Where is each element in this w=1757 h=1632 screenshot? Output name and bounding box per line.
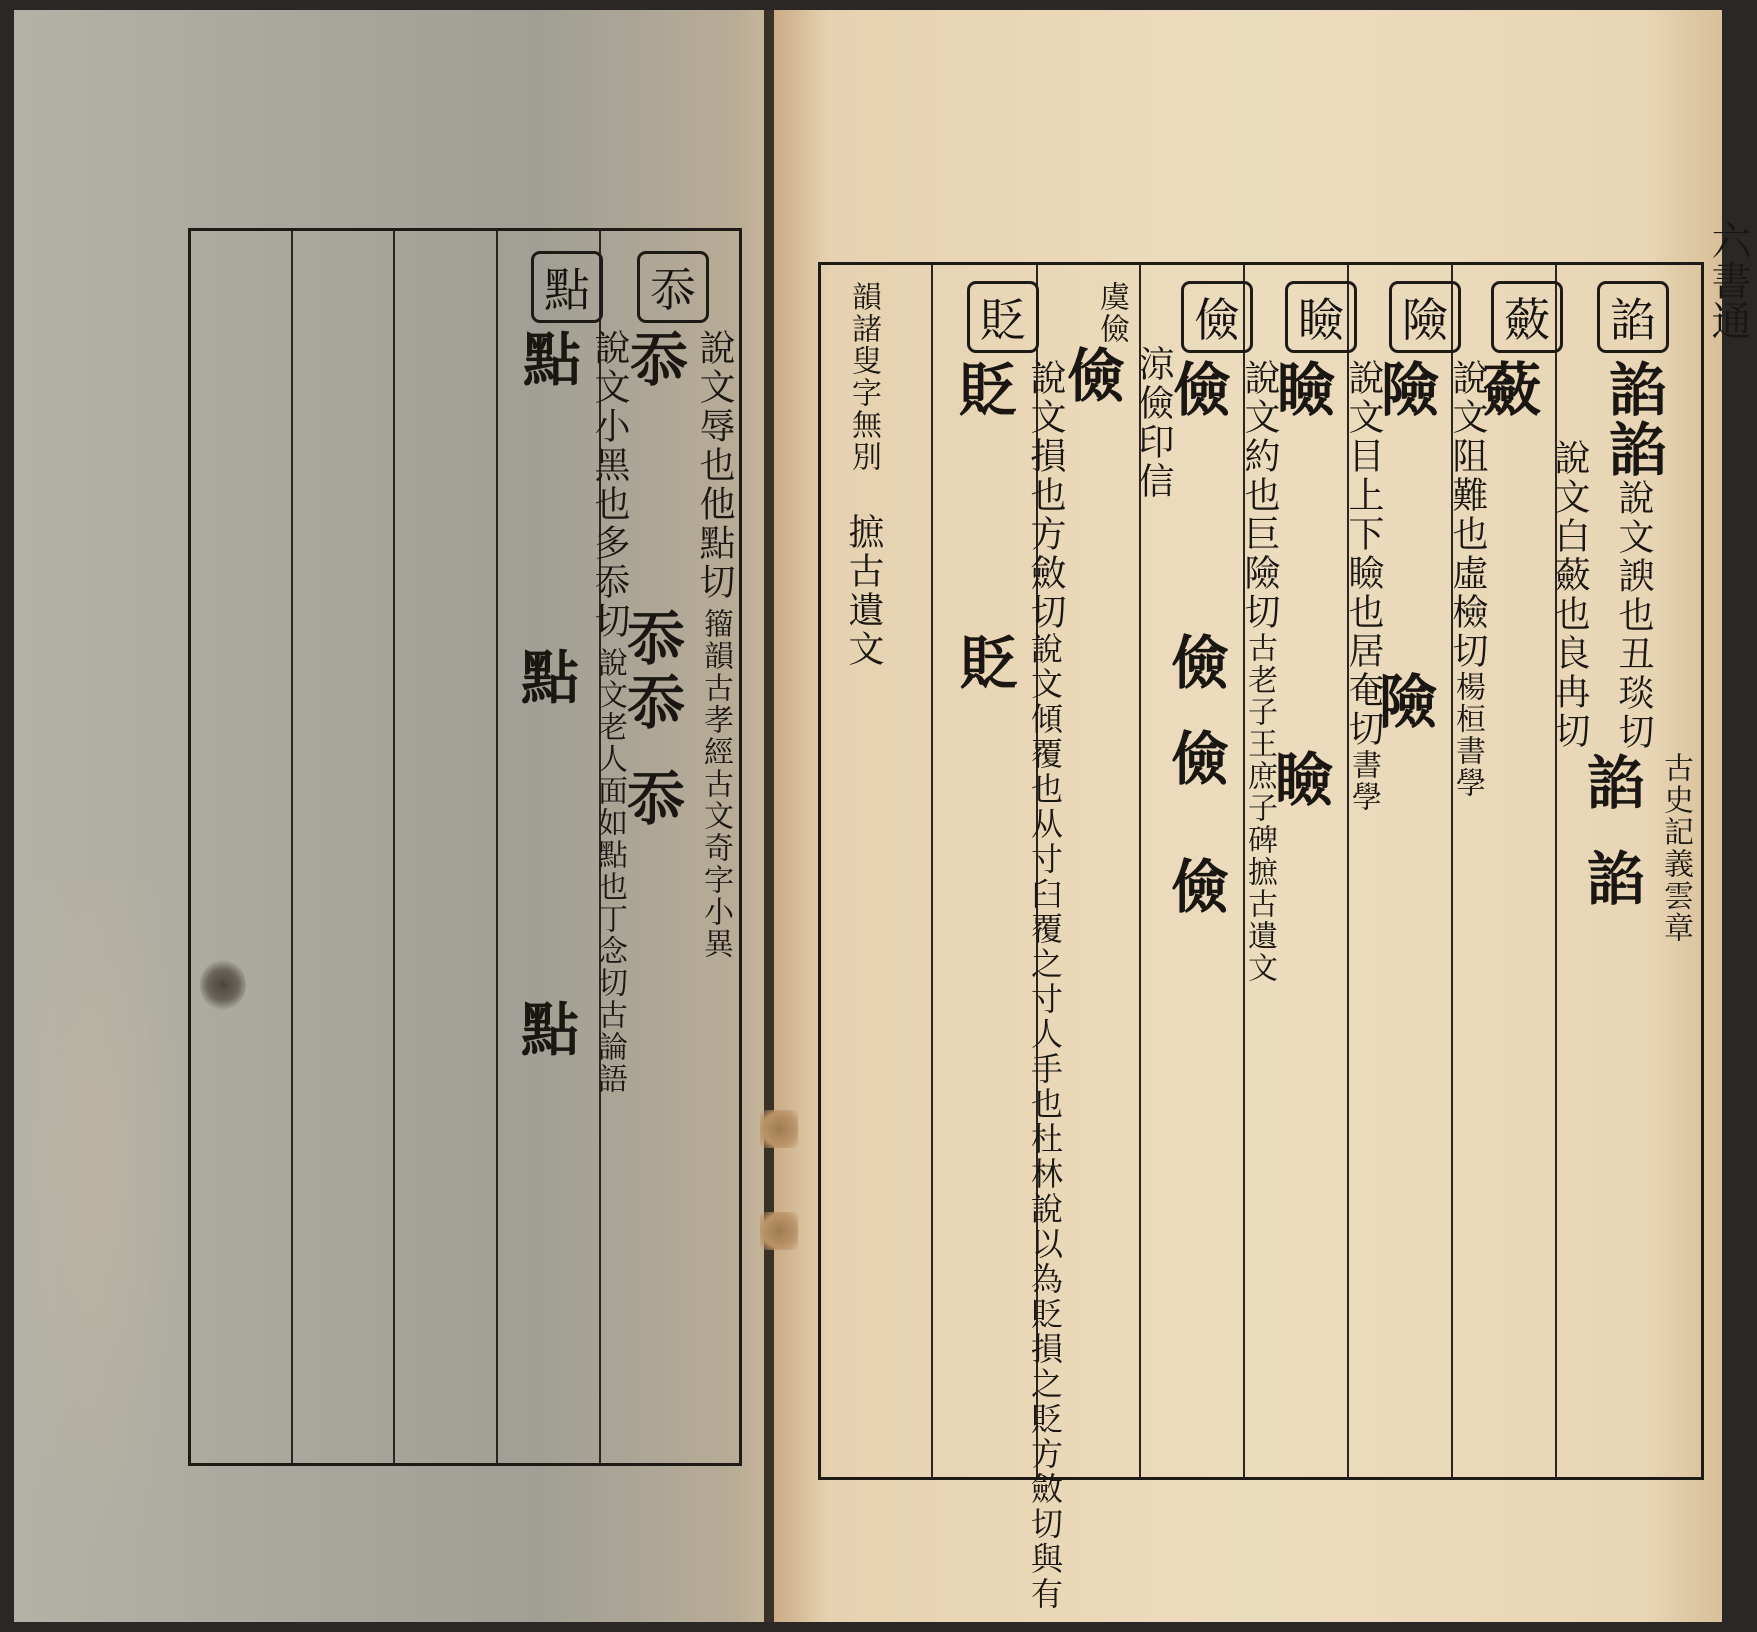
variant-note: 古史記	[1658, 752, 1693, 848]
variant-note: 楊桓書學	[1450, 671, 1485, 799]
variant-glyph: 瞼	[1265, 749, 1333, 809]
variant-note: 說文老人面如點也丁念切	[592, 647, 627, 999]
entry-seal-impression	[1049, 281, 1173, 501]
entry-gloss: 說文辱也他點切	[694, 329, 735, 602]
entry-head: 忝	[637, 251, 709, 323]
entry-head: 蘞	[1491, 281, 1563, 353]
entry-head: 儉	[1181, 281, 1253, 353]
variant-glyph: 忝	[617, 672, 685, 732]
variant-note: 古孝經	[698, 672, 733, 768]
entry-head: 險	[1389, 281, 1461, 353]
entry-continuation	[841, 281, 885, 669]
seal-glyph: 貶	[949, 359, 1017, 419]
seal-glyph: 點	[513, 329, 581, 389]
variant-list	[1153, 632, 1281, 728]
variant-glyph: 忝	[617, 608, 685, 668]
seal-glyph: 蘞	[1473, 359, 1541, 419]
variant-note: 古文奇字小異	[698, 768, 733, 960]
entry-pre-note: 韻諸叟字無別	[846, 281, 881, 473]
variant-note: 義雲章	[1658, 848, 1693, 944]
seal-glyph: 險	[1371, 359, 1439, 419]
entry-gloss: 說文約也巨險切	[1239, 359, 1280, 632]
variant-note: 王庶子碑	[1242, 728, 1277, 856]
variant-note: 古老子	[1242, 632, 1277, 728]
variant-glyph: 忝	[617, 768, 685, 828]
variant-glyph: 點	[511, 647, 579, 707]
seal-glyph: 儉	[1163, 359, 1231, 419]
entry-gloss: 說文目上下瞼也居奄切	[1343, 359, 1384, 749]
entry-gloss: 摭古遺文	[843, 513, 884, 669]
entry-pre-note: 虞儉	[1094, 281, 1129, 345]
left-page-frame	[188, 228, 742, 1466]
entry-head: 點	[531, 251, 603, 323]
variant-list	[503, 999, 631, 1095]
seal-glyph: 諂	[1599, 359, 1667, 419]
variant-list	[1569, 752, 1697, 848]
binding-thread	[760, 1110, 798, 1148]
entry-gloss: 涼儉印信	[1133, 345, 1174, 501]
column-rule	[393, 231, 395, 1463]
entry-bian	[941, 281, 1066, 1612]
running-title: 六書通	[1705, 220, 1751, 340]
paper-stain	[30, 880, 200, 1580]
variant-glyph: 諂	[1577, 848, 1645, 908]
variant-glyph: 儉	[1161, 632, 1229, 692]
binding-thread	[760, 1212, 798, 1250]
variant-glyph: 諂	[1577, 752, 1645, 812]
variant-list	[1569, 848, 1697, 944]
entry-body	[941, 359, 1065, 632]
variant-note: 說文傾覆也从寸臼覆之寸人手也杜林說以為貶損之貶方斂切與有	[1026, 632, 1064, 1612]
entry-gloss: 說文諛也丑琰切	[1613, 479, 1654, 752]
variant-glyph: 儉	[1161, 856, 1229, 916]
entry-dian	[503, 251, 631, 1095]
entry-body	[1049, 345, 1173, 501]
seal-glyph: 儉	[1057, 345, 1125, 405]
variant-glyph: 點	[511, 999, 579, 1059]
entry-gloss: 說文小黑也多忝切	[589, 329, 630, 641]
entry-head: 瞼	[1285, 281, 1357, 353]
column-rule	[496, 231, 498, 1463]
variant-list	[1153, 856, 1281, 984]
entry-gloss: 說文白蘞也良冉切	[1549, 439, 1590, 751]
seal-glyph: 忝	[620, 329, 688, 389]
variant-note: 籀韻	[698, 608, 733, 672]
variant-note: 書學	[1346, 749, 1381, 813]
variant-note: 摭古遺文	[1242, 856, 1277, 984]
right-page-frame	[818, 262, 1704, 1612]
variant-list	[942, 632, 1064, 1612]
variant-glyph: 儉	[1161, 728, 1229, 788]
variant-list	[503, 647, 631, 999]
seal-glyph-alt: 諂	[1599, 419, 1667, 479]
entry-gloss: 說文損也方斂切	[1025, 359, 1066, 632]
variant-glyph: 險	[1369, 671, 1437, 731]
variant-glyph: 貶	[950, 632, 1018, 692]
seal-glyph: 瞼	[1267, 359, 1335, 419]
column-rule	[291, 231, 293, 1463]
variant-note: 古論語	[592, 999, 627, 1095]
column-rule	[931, 265, 933, 1477]
entry-body	[505, 329, 629, 641]
book-gutter	[764, 10, 774, 1622]
entry-head: 貶	[967, 281, 1039, 353]
variant-list	[1153, 728, 1281, 856]
entry-gloss: 說文阻難也虛檢切	[1447, 359, 1488, 671]
entry-head: 諂	[1597, 281, 1669, 353]
